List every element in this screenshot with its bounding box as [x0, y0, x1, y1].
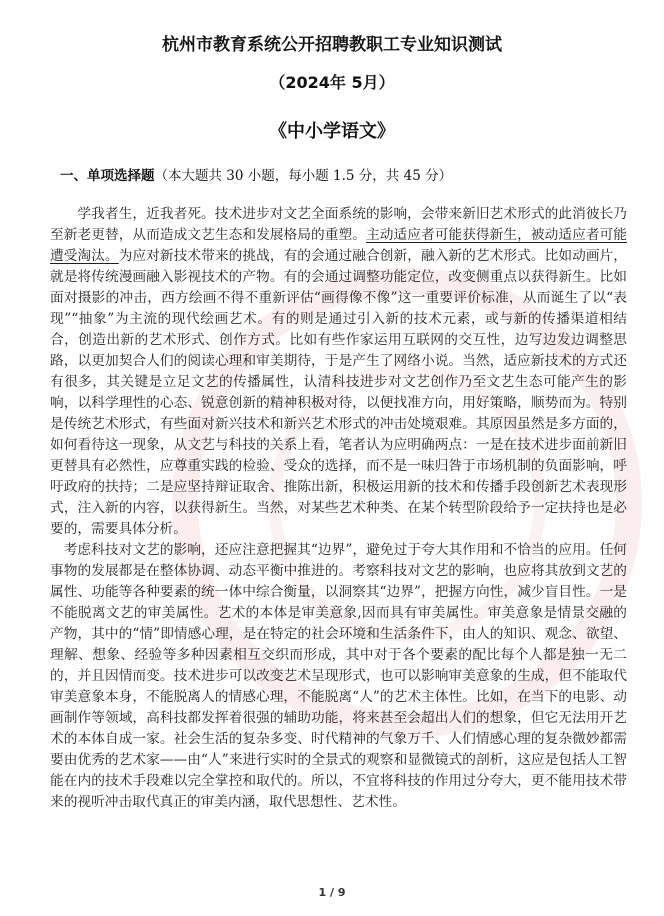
passage-paragraph-1 — [50, 204, 627, 540]
section-heading-label: 一、单项选择题 — [60, 168, 155, 184]
paragraph-1-underlined-sentence: 主动适应者可能获得新生，被动适应者可能遭受淘汰。 — [50, 227, 627, 264]
reading-passage — [50, 204, 627, 813]
page-number: 1 / 9 — [318, 886, 346, 899]
section-heading — [60, 164, 452, 184]
passage-paragraph-2: 考虑科技对文艺的影响，还应注意把握其“边界”，避免过于夸大其作用和不恰当的应用。任何事物的发展都是在整体协调、动态平衡中推进的。考察科技对文艺的影响，也应将其放到文艺的属性、功能等各种要素的统一体中综合衡量，以洞察其“边界”，把握方向性，减少盲目性。一是不能脱离文艺的审美属性。艺术的本体是审美意象,因而具有审美属性。审美意象是情景交融的产物，其中的“情”即情感心理，是在特定的社会环境和生活条件下，由人的知识、观念、欲望、理解、想象、经验等多种因素相互交织而形成，其中对于各个要素的配比每个人都是独一无二的，并且因情而变。技术进步可以改变艺术呈现形式，也可以影响审美意象的生成，但不能取代审美意象本身，不能脱离人的情感心理，不能脱离“人”的艺术主体性。比如，在当下的电影、动画制作等领域，高科技都发挥着很强的辅助功能，将来甚至会超出人们的想象，但它无法用开艺术的本体自成一家。社会生活的复杂多变、时代精神的气象万千、人们情感心理的复杂微妙都需要由优秀的艺术家——由“人”来进行实时的全景式的观察和显微镜式的剖析，这应是包括人工智能在内的技术手段难以完全掌控和取代的。所以，不宜将科技的作用过分夸大，更不能用技术带来的视听冲击取代真正的审美内涵，取代思想性、艺术性。 — [50, 542, 627, 810]
exam-subject: 《中小学语文》 — [269, 121, 395, 142]
paragraph-1-text-a: 学我者生，近我者死。技术进步对文艺全面系统的影响，会带来新旧艺术形式的此消彼长乃至新老更替，从而造成文艺生态和发展格局的重塑。 — [50, 206, 627, 243]
exam-date: （2024年 5月） — [269, 73, 395, 92]
paragraph-1-text-b: 为应对新技术带来的挑战，有的会通过融合创新，融入新的艺术形式。比如动画片，就是将传统漫画融入影视技术的产物。有的会通过调整功能定位，改变侧重点以获得新生。比如面对摄影的冲击，西方绘画不得不重新评估“画得像不像”这一重要评价标准，从而诞生了以“表现”“抽象”为主流的现代绘画艺术。有的则是通过引入新的技术元素，或与新的传播渠道相结合，创造出新的艺术形式、创作方式。比如有些作家运用互联网的交互性，边写边发边调整思路，以更加契合人们的阅读心理和审美期待，于是产生了网络小说。当然，适应新技术的方式还有很多，其关键是立足文艺的传播属性，认清科技进步对文艺创作乃至文艺生态可能产生的影响，以科学理性的心态、锐意创新的精神积极对待，以便找准方向，用好策略，顺势而为。特别是传统艺术形式，有些面对新兴技术和新兴艺术形式的冲击处境艰难。其原因虽然是多方面的，如何看待这一现象，从文艺与科技的关系上看，笔者认为应明确两点：一是在技术进步面前新旧更替具有必然性，应尊重实践的检验、受众的选择，而不是一味归咎于市场机制的负面影响，呼吁政府的扶持；二是应坚持辩证取舍、推陈出新，积极运用新的技术和传播手段创新艺术表现形式，注入新的内容，以获得新生。当然，对某些艺术种类、在某个转型阶段给予一定扶持也是必要的，需要具体分析。 — [50, 248, 627, 537]
section-heading-note: （本大题共 30 小题，每小题 1.5 分，共 45 分） — [154, 168, 453, 184]
exam-title: 杭州市教育系统公开招聘教职工专业知识测试 — [162, 35, 502, 55]
